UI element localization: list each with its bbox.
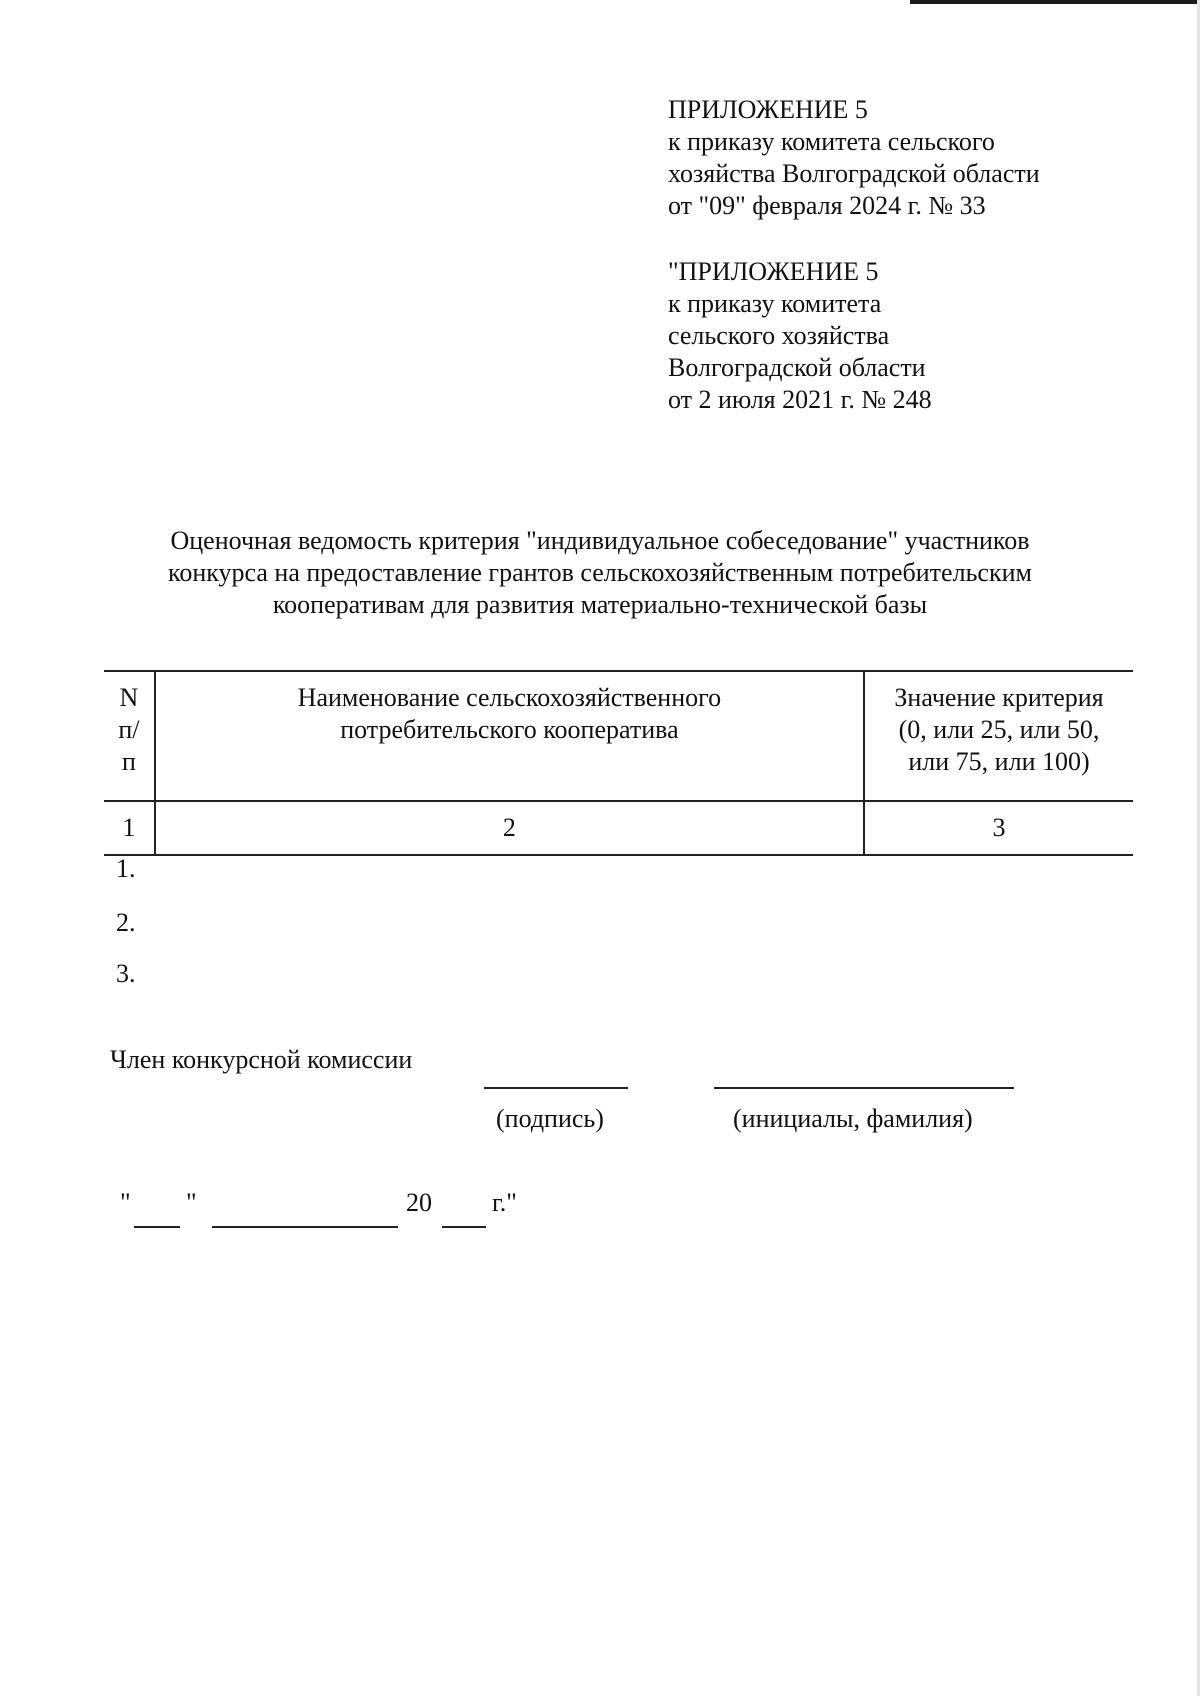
list-item: 3. <box>116 959 136 988</box>
header-value-line: (0, или 25, или 50, <box>898 715 1100 744</box>
date-year-prefix: 20 <box>406 1188 432 1217</box>
name-caption: (инициалы, фамилия) <box>733 1104 973 1133</box>
date-open-quote: " <box>120 1188 131 1217</box>
appendix-order-date: от "09" февраля 2024 г. № 33 <box>668 191 986 220</box>
scan-edge-mark <box>910 0 1200 4</box>
column-number-cell: 1 <box>104 801 155 855</box>
criteria-table <box>104 670 1133 856</box>
name-line <box>714 1087 1014 1089</box>
header-number-line: п <box>121 747 136 776</box>
document-title <box>100 525 1100 621</box>
appendix-line: к приказу комитета сельского <box>668 127 995 156</box>
month-line <box>212 1226 398 1228</box>
date-year-suffix: г." <box>492 1188 517 1217</box>
header-name-line: потребительского кооператива <box>340 715 679 744</box>
title-line: Оценочная ведомость критерия "индивидуальное собеседование" участников <box>170 526 1030 555</box>
list-item: 1. <box>116 854 136 883</box>
appendix-line: сельского хозяйства <box>668 321 890 350</box>
column-number-cell: 3 <box>864 801 1133 855</box>
appendix-header-original <box>668 256 932 416</box>
signature-caption: (подпись) <box>496 1104 604 1133</box>
header-number-line: п/ <box>118 715 140 744</box>
column-number-cell: 2 <box>155 801 864 855</box>
year-line <box>442 1226 486 1228</box>
appendix-line: Волгоградской области <box>668 353 926 382</box>
header-criterion-value <box>864 671 1133 801</box>
header-number-line: N <box>119 683 139 712</box>
appendix-line: хозяйства Волгоградской области <box>668 159 1040 188</box>
header-cooperative-name <box>155 671 864 801</box>
list-item: 2. <box>116 908 136 937</box>
appendix-title: "ПРИЛОЖЕНИЕ 5 <box>668 257 879 286</box>
table-numbering-row <box>104 801 1133 855</box>
appendix-header-current <box>668 94 1040 222</box>
header-value-line: или 75, или 100) <box>908 747 1090 776</box>
header-value-line: Значение критерия <box>894 683 1104 712</box>
date-close-quote: " <box>186 1188 197 1217</box>
appendix-order-date: от 2 июля 2021 г. № 248 <box>668 385 932 414</box>
header-number <box>104 671 155 801</box>
day-line <box>134 1226 180 1228</box>
title-line: конкурса на предоставление грантов сельскохозяйственным потребительским <box>168 558 1032 587</box>
commission-member-label: Член конкурсной комиссии <box>110 1045 413 1074</box>
table-header-row <box>104 671 1133 801</box>
appendix-line: к приказу комитета <box>668 289 882 318</box>
header-name-line: Наименование сельскохозяйственного <box>297 683 722 712</box>
appendix-title: ПРИЛОЖЕНИЕ 5 <box>668 95 868 124</box>
signature-line <box>484 1087 628 1089</box>
title-line: кооперативам для развития материально-технической базы <box>272 590 928 619</box>
